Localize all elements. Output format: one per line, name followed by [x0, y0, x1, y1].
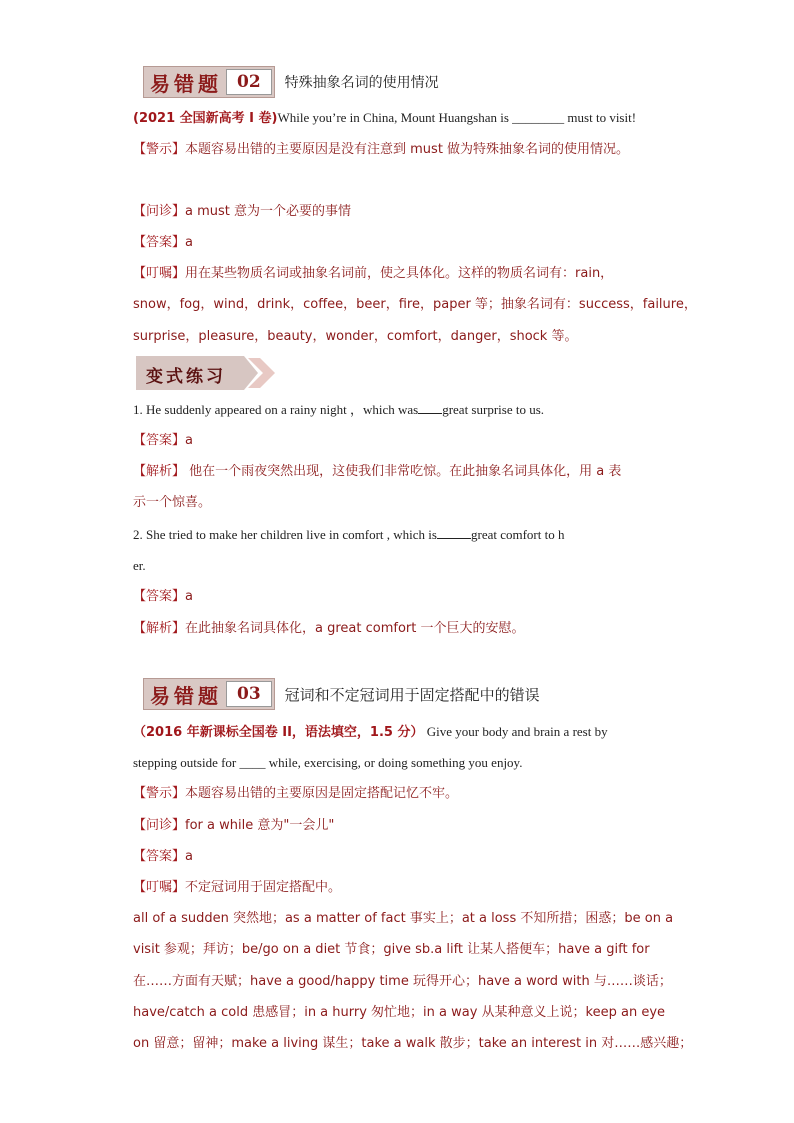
- answer-line: [133, 848, 674, 866]
- q1-explain-line: [133, 463, 674, 481]
- practice-q2: [133, 526, 674, 544]
- badge-number: 03: [226, 681, 272, 707]
- q1-answer: a: [185, 433, 193, 448]
- remind-line: [133, 265, 674, 283]
- question-line-2: stepping outside for ____ while, exercising, or doing something you enjoy.: [133, 755, 523, 770]
- answer-tag: 【答案】: [133, 849, 186, 864]
- source-label: （2016 年新课标全国卷 II，语法填空，1.5 分）: [133, 725, 424, 740]
- practice-banner: [136, 356, 282, 390]
- remind-text: 不定冠词用于固定搭配中。: [185, 880, 342, 895]
- answer-tag: 【答案】: [133, 235, 186, 250]
- q2-explain-line: [133, 620, 674, 638]
- question-line: [133, 723, 674, 742]
- remind-text: 用在某些物质名词或抽象名词前，使之具体化。这样的物质名词有：rain，: [185, 266, 614, 281]
- warn-line: [133, 785, 674, 803]
- q2-text-post: great comfort to h: [470, 527, 565, 542]
- section-title: 冠词和不定冠词用于固定搭配中的错误: [284, 685, 540, 704]
- diag-tag: 【问诊】: [133, 818, 186, 833]
- badge-label: 易错题: [150, 71, 222, 96]
- badge-label: 易错题: [150, 683, 222, 708]
- section-header-02: [143, 66, 439, 98]
- warn-text: 本题容易出错的主要原因是没有注意到 must 做为特殊抽象名词的使用情况。: [185, 142, 630, 157]
- q1-explain: 他在一个雨夜突然出现，这使我们非常吃惊。在此抽象名词具体化，用 a 表: [185, 464, 622, 479]
- q2-text-pre: 2. She tried to make her children live in comfort , which is: [133, 527, 437, 542]
- q1-blank: [418, 401, 442, 414]
- q2-explain-tag: 【解析】: [133, 621, 186, 636]
- remind-line-2: snow，fog，wind，drink，coffee，beer，fire，paper 等；抽象名词有：success，failure，: [133, 297, 697, 312]
- question-text: While you’re in China, Mount Huangshan is ________ must to visit!: [277, 110, 637, 125]
- answer-line: [133, 234, 674, 252]
- question-text: Give your body and brain a rest by: [423, 724, 608, 739]
- answer-text: a: [185, 235, 193, 250]
- phrase-line: visit 参观；拜访；be/go on a diet 节食；give sb.a lift 让某人搭便车；have a gift for: [133, 942, 650, 957]
- warn-tag: 【警示】: [133, 142, 186, 157]
- phrase-line: all of a sudden 突然地；as a matter of fact 事实上；at a loss 不知所措；困惑；be on a: [133, 911, 674, 926]
- q2-blank: [437, 526, 471, 539]
- q2-answer-line: [133, 588, 674, 606]
- question-line: [133, 109, 674, 128]
- practice-q1: [133, 401, 674, 419]
- diag-text: a must 意为一个必要的事情: [185, 204, 352, 219]
- section-header-03: [143, 678, 540, 710]
- badge-number: 02: [226, 69, 272, 95]
- phrase-line: on 留意；留神；make a living 谋生；take a walk 散步；take an interest in 对……感兴趣；: [133, 1036, 693, 1051]
- remind-tag: 【叮嘱】: [133, 266, 186, 281]
- q1-text-pre: 1. He suddenly appeared on a rainy night ，which was: [133, 402, 419, 417]
- diag-line: [133, 203, 674, 221]
- remind-tag: 【叮嘱】: [133, 880, 186, 895]
- diag-tag: 【问诊】: [133, 204, 186, 219]
- q2-explain: 在此抽象名词具体化，a great comfort 一个巨大的安慰。: [185, 621, 525, 636]
- q2-line-2: er.: [133, 558, 146, 573]
- source-label: (2021 全国新高考 I 卷): [133, 111, 278, 126]
- remind-line-3: surprise，pleasure，beauty，wonder，comfort，danger，shock 等。: [133, 329, 578, 344]
- warn-text: 本题容易出错的主要原因是固定搭配记忆不牢。: [185, 786, 459, 801]
- warn-tag: 【警示】: [133, 786, 186, 801]
- section-title: 特殊抽象名词的使用情况: [284, 75, 439, 91]
- q1-answer-tag: 【答案】: [133, 433, 186, 448]
- phrase-line: have/catch a cold 患感冒；in a hurry 匆忙地；in a way 从某种意义上说；keep an eye: [133, 1005, 666, 1020]
- q2-answer: a: [185, 589, 193, 604]
- error-badge: [143, 678, 275, 710]
- q2-answer-tag: 【答案】: [133, 589, 186, 604]
- error-badge: [143, 66, 275, 98]
- remind-line: [133, 879, 674, 897]
- answer-text: a: [185, 849, 193, 864]
- q1-explain-tag: 【解析】: [133, 464, 186, 479]
- diag-text: for a while 意为"一会儿": [185, 818, 335, 833]
- q1-answer-line: [133, 432, 674, 450]
- q1-explain-line-2: 示一个惊喜。: [133, 495, 212, 510]
- q1-text-post: great surprise to us.: [442, 402, 545, 417]
- phrase-line: 在……方面有天赋；have a good/happy time 玩得开心；have a word with 与……谈话；: [133, 974, 672, 989]
- warn-line: [133, 141, 674, 159]
- practice-label: 变式练习: [146, 367, 226, 387]
- diag-line: [133, 817, 674, 835]
